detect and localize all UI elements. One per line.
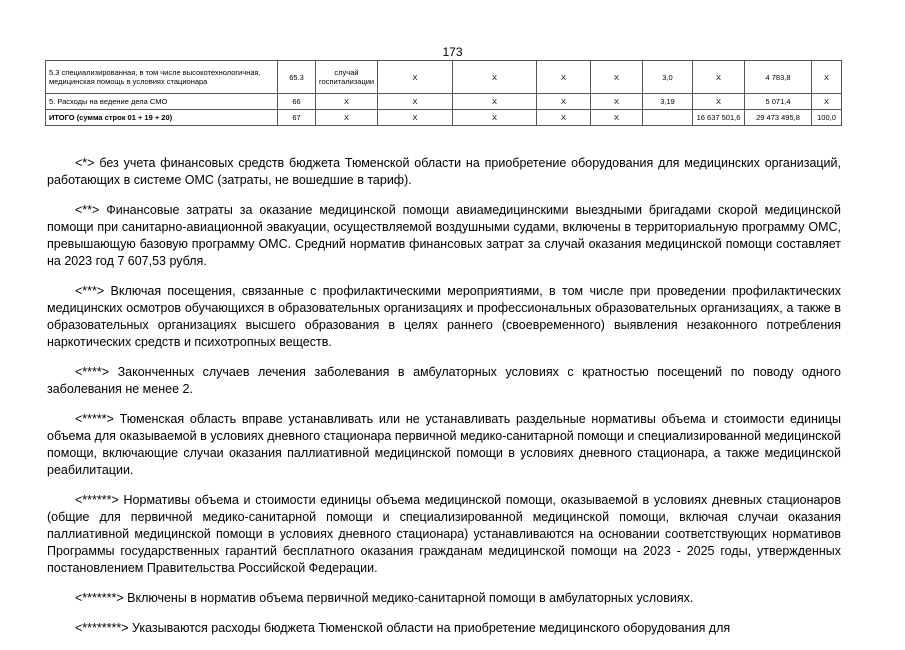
table-cell: 3,19 — [643, 94, 693, 110]
footnote: <******> Нормативы объема и стоимости единицы объема медицинской помощи, оказываемой в условиях дневных стационаров (общие для первичной медико-санитарной помощи и специализированной медицинской помощи, включая случаи оказания паллиативной медицинской помощи в условиях дневного стационара) устанавливаются на основании соответствующих нормативов Программы государственных гарантий бесплатного оказания гражданам медицинской помощи на 2023 - 2025 годы, утвержденных постановлением Правительства Российской Федерации. — [47, 493, 841, 575]
table-cell: X — [812, 94, 842, 110]
footnote: <**> Финансовые затраты за оказание медицинской помощи авиамедицинскими выездными бригадами скорой медицинской помощи при санитарно-авиационной эвакуации, осуществляемой воздушными судами, включены в территориальную программу ОМС, превышающую базовую программу ОМС. Средний норматив финансовых затрат за случай оказания медицинской помощи составляет на 2023 год 7 607,53 рубля. — [47, 203, 841, 268]
footnote: <*> без учета финансовых средств бюджета Тюменской области на приобретение оборудования для медицинских организаций, работающих в системе ОМС (затраты, не вошедшие в тариф). — [47, 156, 841, 187]
table-cell: X — [378, 110, 453, 126]
table-cell-name: 5. Расходы на ведение дела СМО — [46, 94, 278, 110]
table-cell: случай госпитализации — [316, 61, 378, 94]
table-row — [46, 61, 842, 94]
table-cell: 29 473 495,8 — [745, 110, 812, 126]
footnote: <*****> Тюменская область вправе устанавливать или не устанавливать раздельные нормативы объема и стоимости единицы объема для оказываемой в условиях дневного стационара первичной медико-санитарной помощи и специализированной медицинской помощи, включающие случаи оказания паллиативной медицинской помощи в условиях дневного стационара, а также медицинской реабилитации. — [47, 412, 841, 477]
table-cell: 3,0 — [643, 61, 693, 94]
footnote: <*******> Включены в норматив объема первичной медико-санитарной помощи в амбулаторных условиях. — [75, 591, 694, 605]
table-cell: X — [591, 94, 643, 110]
footnote: <********> Указываются расходы бюджета Тюменской области на приобретение медицинского оборудования для — [75, 621, 731, 635]
table-cell: X — [378, 61, 453, 94]
table-cell: X — [591, 61, 643, 94]
footnote: <***> Включая посещения, связанные с профилактическими мероприятиями, в том числе при проведении профилактических медицинских осмотров обучающихся в образовательных организациях и профессиональных образовательных организациях, а также в образовательных организациях высшего образования в целях раннего (своевременного) выявления незаконного потребления наркотических средств и психотропных веществ. — [47, 284, 841, 349]
footnote: <****> Законченных случаев лечения заболевания в амбулаторных условиях с кратностью посещений по поводу одного заболевания не менее 2. — [47, 365, 841, 396]
table-cell-name: ИТОГО (сумма строк 01 + 19 + 20) — [46, 110, 278, 126]
table-cell: X — [812, 61, 842, 94]
table-cell: X — [537, 110, 591, 126]
table-cell: X — [316, 94, 378, 110]
page-number: 173 — [442, 45, 463, 59]
table-cell: 100,0 — [812, 110, 842, 126]
table-cell: X — [378, 94, 453, 110]
table-cell: 67 — [278, 110, 316, 126]
table-row — [46, 110, 842, 126]
table-cell: X — [537, 61, 591, 94]
table-cell: X — [591, 110, 643, 126]
table-cell: 66 — [278, 94, 316, 110]
table-cell: 5 071,4 — [745, 94, 812, 110]
table-cell: 16 637 501,6 — [693, 110, 745, 126]
financial-table — [45, 60, 842, 126]
table-cell: X — [693, 94, 745, 110]
table-cell: X — [453, 94, 537, 110]
footnotes — [47, 155, 841, 650]
table-cell: X — [453, 110, 537, 126]
table-row — [46, 94, 842, 110]
table-cell-name: 5.3 специализированная, в том числе высокотехнологичная, медицинская помощь в условиях стационара — [46, 61, 278, 94]
table-cell: X — [693, 61, 745, 94]
table-cell: 65.3 — [278, 61, 316, 94]
table-cell: X — [537, 94, 591, 110]
table-cell: X — [453, 61, 537, 94]
table-cell: X — [316, 110, 378, 126]
table-cell: 4 783,8 — [745, 61, 812, 94]
table-cell — [643, 110, 693, 126]
